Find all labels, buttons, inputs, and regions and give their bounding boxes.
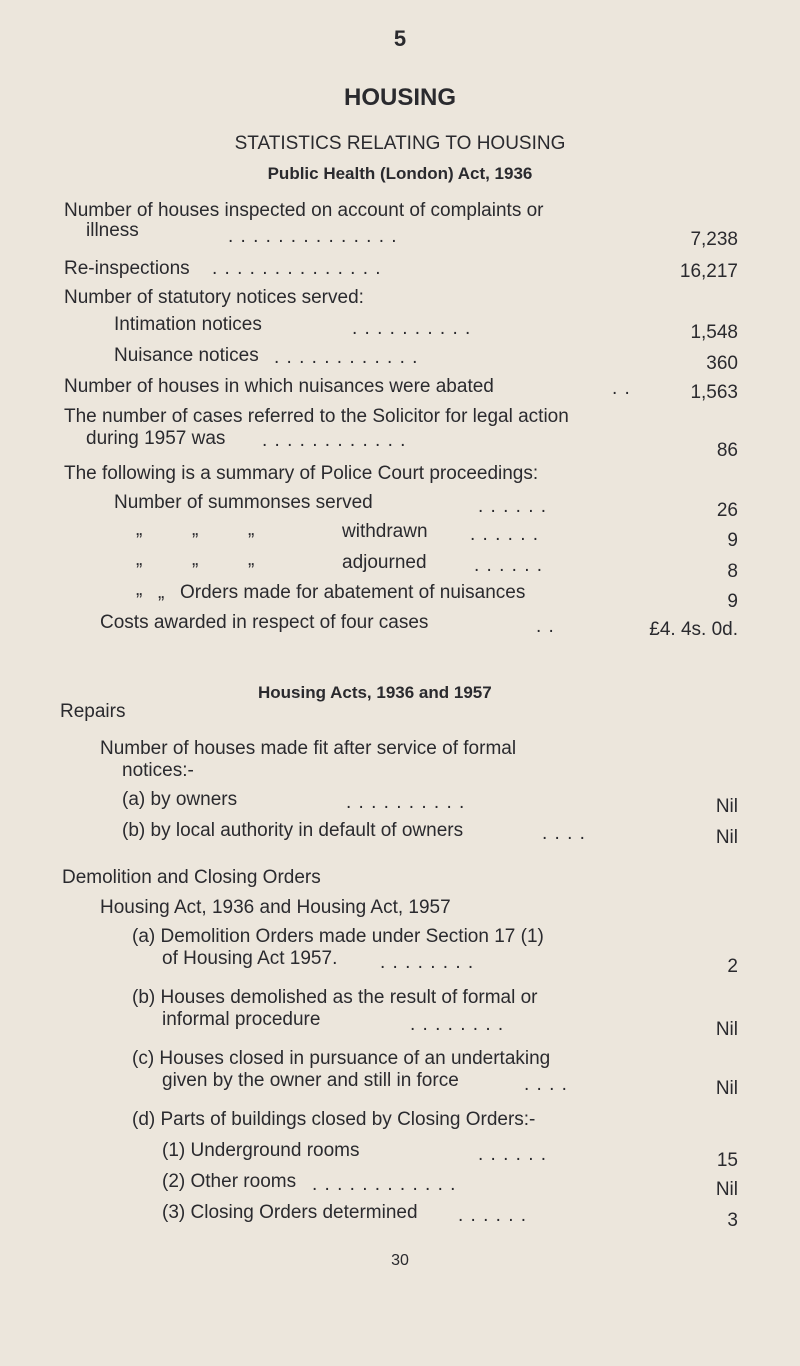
fit-label-cont: notices:- (122, 760, 194, 781)
owners-label: (a) by owners (122, 789, 238, 810)
item-a-label: (a) Demolition Orders made under Section 17 (1) (132, 926, 544, 947)
leader-dots: . . . . . . . . . . . . (312, 1174, 457, 1195)
abated-label: Number of houses in which nuisances were abated (64, 376, 494, 397)
adjourned-value: 8 (727, 561, 738, 582)
housing-acts-heading: Housing Acts, 1936 and 1957 (258, 683, 492, 702)
leader-dots: . . . . . . . . (410, 1014, 505, 1035)
demolition-heading: Demolition and Closing Orders (62, 867, 321, 888)
ditto-mark: „ (192, 549, 199, 570)
reinspections-label: Re-inspections (64, 258, 190, 279)
solicitor-value: 86 (716, 440, 738, 461)
orders-value: 9 (727, 591, 738, 612)
authority-label: (b) by local authority in default of owners (122, 820, 464, 841)
costs-label: Costs awarded in respect of four cases (100, 612, 429, 633)
leader-dots: . . . . . . . . . . . . . . (228, 226, 398, 247)
costs-value: £4. 4s. 0d. (649, 619, 738, 640)
intimation-value: 1,548 (690, 322, 738, 343)
item-d3-value: 3 (727, 1210, 738, 1231)
leader-dots: . . (536, 616, 555, 637)
withdrawn-label: withdrawn (342, 521, 428, 542)
item-d-label: (d) Parts of buildings closed by Closing Orders:- (132, 1109, 536, 1130)
leader-dots: . . . . . . (458, 1205, 528, 1226)
ditto-mark: „ (158, 582, 165, 603)
solicitor-label: The number of cases referred to the Solicitor for legal action (64, 406, 569, 427)
item-a-label-cont: of Housing Act 1957. (162, 948, 338, 969)
item-d2-value: Nil (715, 1179, 738, 1200)
summonses-value: 26 (716, 500, 738, 521)
act-title: Public Health (London) Act, 1936 (267, 164, 533, 183)
page-number: 30 (391, 1252, 409, 1269)
ditto-mark: „ (136, 519, 143, 540)
authority-value: Nil (715, 827, 738, 848)
ditto-mark: „ (248, 519, 255, 540)
fit-label: Number of houses made fit after service of formal (100, 738, 517, 759)
notices-heading: Number of statutory notices served: (64, 287, 364, 308)
leader-dots: . . . . . . (478, 496, 548, 517)
repairs-heading: Repairs (60, 701, 126, 722)
section-subtitle: STATISTICS RELATING TO HOUSING (234, 133, 566, 154)
item-d1-value: 15 (716, 1150, 738, 1171)
item-c-value: Nil (715, 1078, 738, 1099)
summonses-label: Number of summonses served (114, 492, 373, 513)
leader-dots: . . (612, 378, 631, 399)
leader-dots: . . . . (524, 1074, 568, 1095)
leader-dots: . . . . . . (478, 1144, 548, 1165)
item-d1-label: (1) Underground rooms (162, 1140, 360, 1161)
police-heading: The following is a summary of Police Court proceedings: (64, 463, 539, 484)
leader-dots: . . . . . . (470, 524, 540, 545)
item-d3-label: (3) Closing Orders determined (162, 1202, 418, 1223)
leader-dots: . . . . . . . . . . (352, 318, 472, 339)
leader-dots: . . . . . . . . (380, 952, 475, 973)
item-a-value: 2 (727, 956, 738, 977)
leader-dots: . . . . . . . . . . . . . . (212, 258, 382, 279)
ditto-mark: „ (248, 549, 255, 570)
ditto-mark: „ (136, 579, 143, 600)
complaints-value: 7,238 (690, 229, 738, 250)
leader-dots: . . . . . . . . . . . . (262, 430, 407, 451)
intimation-label: Intimation notices (114, 314, 262, 335)
page-top-number: 5 (393, 26, 407, 51)
item-b-label-cont: informal procedure (162, 1009, 321, 1030)
solicitor-label-cont: during 1957 was (86, 428, 226, 449)
nuisance-value: 360 (706, 353, 738, 374)
nuisance-label: Nuisance notices (114, 345, 259, 366)
page-title: HOUSING (343, 84, 456, 111)
item-b-label: (b) Houses demolished as the result of formal or (132, 987, 538, 1008)
leader-dots: . . . . . . . . . . . . (274, 347, 419, 368)
complaints-label: Number of houses inspected on account of complaints or (64, 200, 544, 221)
act-subheading: Housing Act, 1936 and Housing Act, 1957 (100, 897, 451, 918)
owners-value: Nil (715, 796, 738, 817)
leader-dots: . . . . (542, 823, 586, 844)
abated-value: 1,563 (690, 382, 738, 403)
leader-dots: . . . . . . . . . . (346, 792, 466, 813)
withdrawn-value: 9 (727, 530, 738, 551)
item-c-label-cont: given by the owner and still in force (162, 1070, 459, 1091)
item-d2-label: (2) Other rooms (162, 1171, 297, 1192)
leader-dots: . . . . . . (474, 555, 544, 576)
adjourned-label: adjourned (342, 552, 427, 573)
reinspections-value: 16,217 (679, 261, 738, 282)
item-b-value: Nil (715, 1019, 738, 1040)
complaints-label-cont: illness (86, 220, 139, 241)
ditto-mark: „ (192, 519, 199, 540)
item-c-label: (c) Houses closed in pursuance of an undertaking (132, 1048, 551, 1069)
ditto-mark: „ (136, 549, 143, 570)
orders-label: Orders made for abatement of nuisances (180, 582, 526, 603)
